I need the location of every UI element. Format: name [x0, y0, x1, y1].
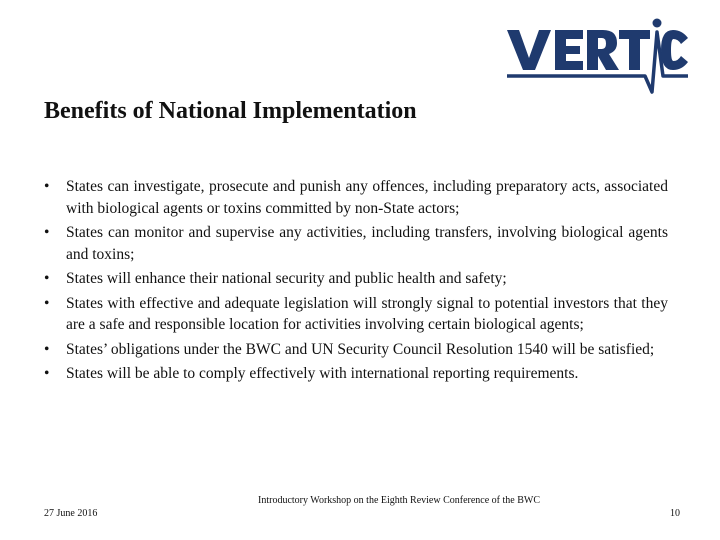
- footer-event-title: Introductory Workshop on the Eighth Review Conference of the BWC: [258, 495, 541, 506]
- footer-date: 27 June 2016: [44, 508, 98, 519]
- bullet-item: [44, 222, 668, 265]
- bullet-text: States can investigate, prosecute and punish any offences, including preparatory acts, associated with biological agents or toxins committed by non-State actors;: [66, 178, 668, 217]
- bullet-dot: •: [44, 178, 50, 195]
- bullet-text: States will be able to comply effectively with international reporting requirements.: [66, 365, 579, 382]
- bullet-list: [44, 176, 668, 388]
- bullet-item: [44, 268, 668, 290]
- bullet-dot: •: [44, 365, 50, 382]
- bullet-dot: •: [44, 224, 50, 241]
- bullet-item: [44, 363, 668, 385]
- bullet-text: States with effective and adequate legislation will strongly signal to potential investors that they are a safe and responsible location for activities involving certain biological agents;: [66, 294, 668, 333]
- footer-page-number: 10: [670, 508, 680, 519]
- bullet-text: States can monitor and supervise any activities, including transfers, involving biological agents and toxins;: [66, 224, 668, 263]
- bullet-dot: •: [44, 270, 50, 287]
- bullet-text: States’ obligations under the BWC and UN Security Council Resolution 1540 will be satisfied;: [66, 340, 655, 358]
- bullet-dot: •: [44, 340, 50, 358]
- bullet-text: States will enhance their national security and public health and safety;: [66, 270, 507, 287]
- bullet-item: [44, 339, 668, 361]
- vertic-logo-mark: [505, 18, 690, 94]
- bullet-item: [44, 293, 668, 336]
- bullet-item: [44, 176, 668, 219]
- bullet-dot: •: [44, 294, 50, 312]
- vertic-logo: [505, 18, 690, 94]
- slide-title: Benefits of National Implementation: [44, 98, 417, 124]
